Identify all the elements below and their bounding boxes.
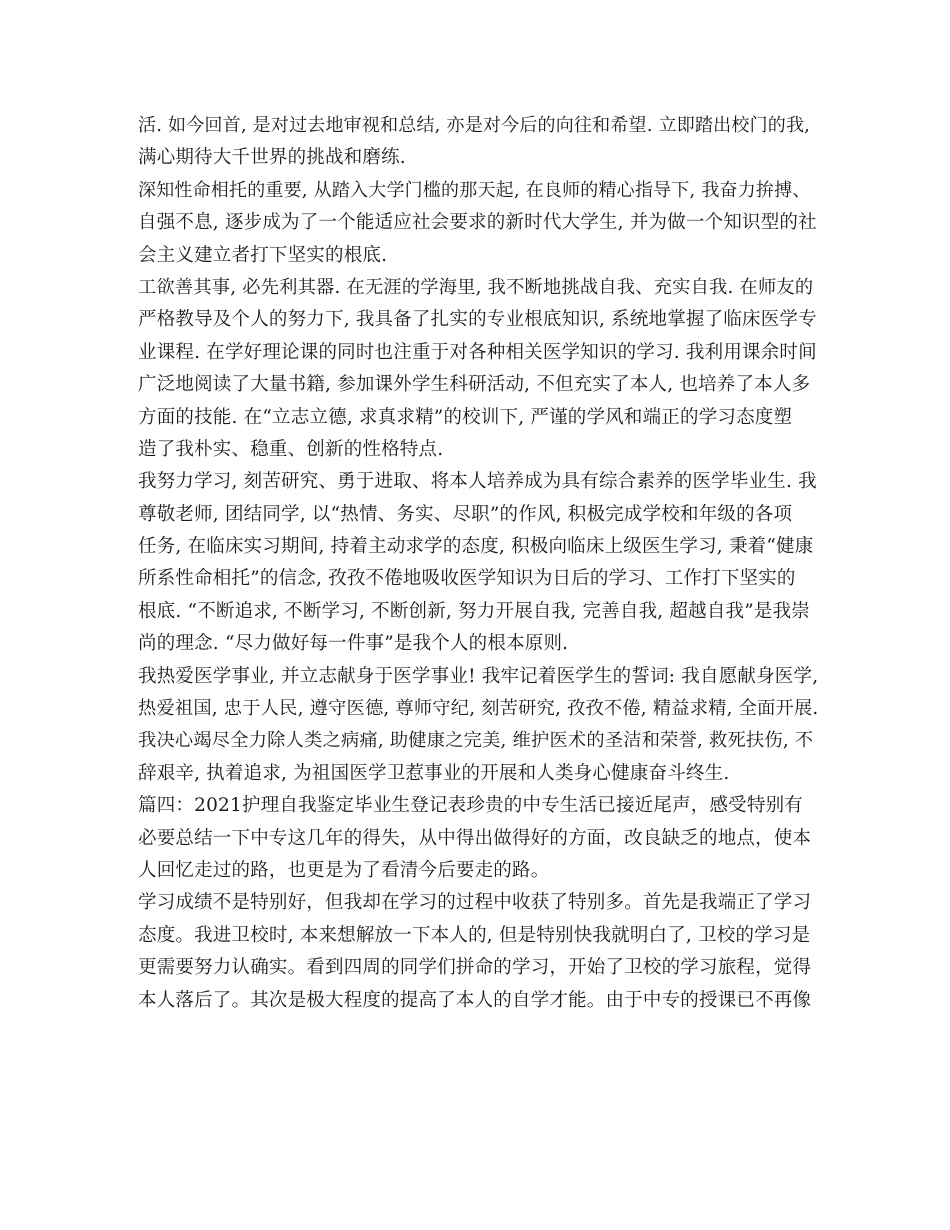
text-line: 尊敬老师, 团结同学, 以“热情、务实、尽职”的作风, 积极完成学校和年级的各项 [138, 503, 793, 525]
text-line: 自强不息, 逐步成为了一个能适应社会要求的新时代大学生, 并为做一个知识型的社 [138, 212, 817, 234]
text-line: 满心期待大千世界的挑战和磨练. [138, 147, 406, 169]
text-line: 篇四：2021护理自我鉴定毕业生登记表珍贵的中专生活已接近尾声，感受特别有 [138, 795, 803, 817]
text-line: 业课程. 在学好理论课的同时也注重于对各种相关医学知识的学习. 我利用课余时间 [138, 341, 817, 363]
text-line: 所系性命相托”的信念, 孜孜不倦地吸收医学知识为日后的学习、工作打下坚实的 [138, 568, 796, 590]
text-line: 态度。我进卫校时, 本来想解放一下本人的, 但是特别快我就明白了, 卫校的学习是 [138, 924, 811, 946]
text-line: 我努力学习, 刻苦研究、勇于进取、将本人培养成为具有综合素养的医学毕业生. 我 [138, 471, 817, 493]
text-line: 工欲善其事, 必先利其器. 在无涯的学海里, 我不断地挑战自我、充实自我. 在师友的 [138, 276, 814, 298]
text-line: 更需要努力认确实。看到四周的同学们拼命的学习，开始了卫校的学习旅程，觉得 [138, 957, 812, 979]
text-line: 根底. “不断追求, 不断学习, 不断创新, 努力开展自我, 完善自我, 超越自我”是我崇 [138, 600, 810, 622]
text-line: 广泛地阅读了大量书籍, 参加课外学生科研活动, 不但充实了本人, 也培养了本人多 [138, 374, 811, 396]
text-line: 造了我朴实、稳重、创新的性格特点. [138, 438, 444, 460]
text-line: 我决心竭尽全力除人类之病痛, 助健康之完美, 维护医术的圣洁和荣誉, 救死扶伤, 不 [138, 730, 814, 752]
text-line: 学习成绩不是特别好，但我却在学习的过程中收获了特别多。首先是我端正了学习 [138, 892, 812, 914]
text-line: 会主义建立者打下坚实的根底. [138, 244, 388, 266]
text-line: 活. 如今回首, 是对过去地审视和总结, 亦是对今后的向往和希望. 立即踏出校门的我, [138, 115, 811, 136]
document-body [138, 110, 818, 1017]
text-line: 人回忆走过的路，也更是为了看清今后要走的路。 [138, 859, 550, 881]
text-line: 辞艰辛, 执着追求, 为祖国医学卫惹事业的开展和人类身心健康奋斗终生. [138, 762, 730, 784]
text-line: 任务, 在临床实习期间, 持着主动求学的态度, 积极向临床上级医生学习, 秉着“健康 [138, 536, 814, 558]
text-line: 热爱祖国, 忠于人民, 遵守医德, 尊师守纪, 刻苦研究, 孜孜不倦, 精益求精, 全面开展. [138, 698, 818, 720]
text-line: 严格教导及个人的努力下, 我具备了扎实的专业根底知识, 系统地掌握了临床医学专 [138, 309, 817, 331]
text-line: 必要总结一下中专这几年的得失，从中得出做得好的方面，改良缺乏的地点，使本 [138, 827, 812, 849]
text-line: 深知性命相托的重要, 从踏入大学门槛的那天起, 在良师的精心指导下, 我奋力拚搏、 [138, 179, 811, 201]
text-line: 尚的理念. “尽力做好每一件事”是我个人的根本原则. [138, 633, 569, 655]
text-line: 我热爱医学事业, 并立志献身于医学事业! 我牢记着医学生的誓词: 我自愿献身医学, [138, 665, 818, 687]
text-line: 方面的技能. 在“立志立德, 求真求精”的校训下, 严谨的学风和端正的学习态度塑 [138, 406, 793, 428]
text-line: 本人落后了。其次是极大程度的提高了本人的自学才能。由于中专的授课已不再像 [138, 989, 812, 1011]
